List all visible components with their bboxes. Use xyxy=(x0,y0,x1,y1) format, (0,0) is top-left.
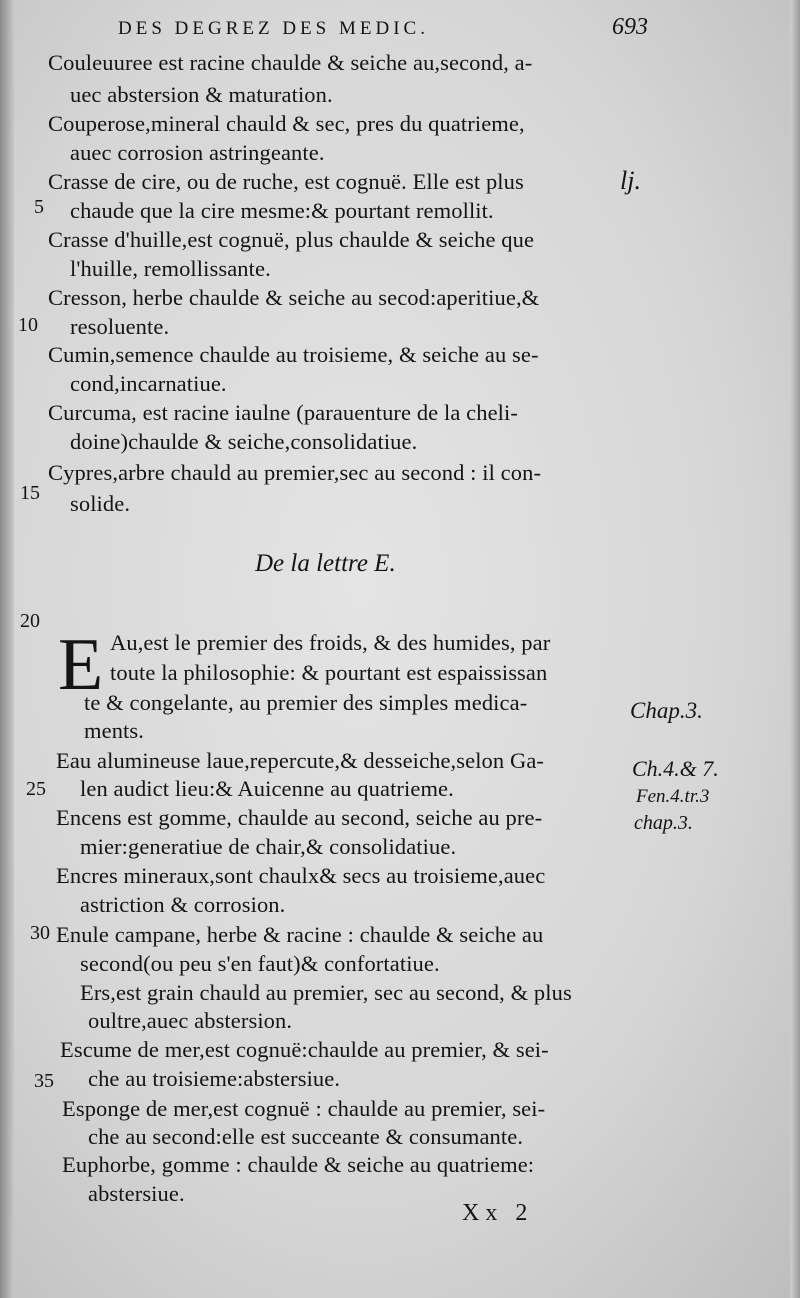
text-line: Enule campane, herbe & racine : chaulde & seiche au xyxy=(56,922,544,947)
text-line: Encens est gomme, chaulde au second, seiche au pre- xyxy=(56,805,543,830)
text-line: Ers,est grain chauld au premier, sec au second, & plus xyxy=(80,980,572,1005)
text-line: che au second:elle est succeante & consumante. xyxy=(88,1124,524,1149)
line-number: 20 xyxy=(20,610,40,632)
text-line: Encres mineraux,sont chaulx& secs au troisieme,auec xyxy=(56,863,546,888)
running-header: DES DEGREZ DES MEDIC. xyxy=(118,18,429,39)
page-edge-shadow xyxy=(790,0,800,1298)
text-line: oultre,auec abstersion. xyxy=(88,1008,293,1033)
text-line: te & congelante, au premier des simples medica- xyxy=(84,690,528,715)
text-line: Esponge de mer,est cognuë : chaulde au premier, sei- xyxy=(62,1096,546,1121)
text-line: uec abstersion & maturation. xyxy=(70,82,333,107)
text-line: auec corrosion astringeante. xyxy=(70,140,325,165)
text-line: resoluente. xyxy=(70,314,170,339)
line-number: 5 xyxy=(34,196,44,218)
text-line: Couleuuree est racine chaulde & seiche au,second, a- xyxy=(48,50,533,75)
text-line: second(ou peu s'en faut)& confortatiue. xyxy=(80,951,440,976)
page-gutter-shadow xyxy=(0,0,14,1298)
text-line: abstersiue. xyxy=(88,1181,185,1206)
text-line: astriction & corrosion. xyxy=(80,892,286,917)
text-line: Cypres,arbre chauld au premier,sec au second : il con- xyxy=(48,460,542,485)
text-line: Cumin,semence chaulde au troisieme, & seiche au se- xyxy=(48,342,539,367)
line-number: 15 xyxy=(20,482,40,504)
marginal-note: Ch.4.& 7. xyxy=(632,756,719,781)
text-line: chaude que la cire mesme:& pourtant remollit. xyxy=(70,198,494,223)
section-title: De la lettre E. xyxy=(255,550,396,577)
text-line: doine)chaulde & seiche,consolidatiue. xyxy=(70,429,418,454)
text-line: ments. xyxy=(84,718,144,743)
line-number: 30 xyxy=(30,922,50,944)
text-line: Couperose,mineral chauld & sec, pres du quatrieme, xyxy=(48,111,525,136)
marginal-note: chap.3. xyxy=(634,812,693,834)
text-line: mier:generatiue de chair,& consolidatiue. xyxy=(80,834,457,859)
text-line: Euphorbe, gomme : chaulde & seiche au quatrieme: xyxy=(62,1152,535,1177)
text-line: cond,incarnatiue. xyxy=(70,371,227,396)
signature-mark: Xx 2 xyxy=(462,1200,534,1226)
line-number: 25 xyxy=(26,778,46,800)
margin-mark: lj. xyxy=(620,166,641,195)
page-number: 693 xyxy=(612,14,648,40)
text-line: che au troisieme:abstersiue. xyxy=(88,1066,341,1091)
line-number: 35 xyxy=(34,1070,54,1092)
text-line: len audict lieu:& Auicenne au quatrieme. xyxy=(80,776,454,801)
text-line: Crasse d'huille,est cognuë, plus chaulde & seiche que xyxy=(48,227,535,252)
text-line: l'huille, remollissante. xyxy=(70,256,271,281)
text-line: toute la philosophie: & pourtant est espaississan xyxy=(110,660,548,685)
text-line: Curcuma, est racine iaulne (parauenture de la cheli- xyxy=(48,400,518,425)
marginal-note: Chap.3. xyxy=(630,698,703,723)
text-line: solide. xyxy=(70,491,131,516)
marginal-note: Fen.4.tr.3 xyxy=(636,786,710,807)
drop-cap: E xyxy=(58,624,104,706)
text-line: Au,est le premier des froids, & des humides, par xyxy=(110,630,551,655)
line-number: 10 xyxy=(18,314,38,336)
text-line: Escume de mer,est cognuë:chaulde au premier, & sei- xyxy=(60,1037,549,1062)
text-line: Eau alumineuse laue,repercute,& desseiche,selon Ga- xyxy=(56,748,545,773)
text-line: Cresson, herbe chaulde & seiche au secod:aperitiue,& xyxy=(48,285,540,310)
text-line: Crasse de cire, ou de ruche, est cognuë. Elle est plus xyxy=(48,169,524,194)
